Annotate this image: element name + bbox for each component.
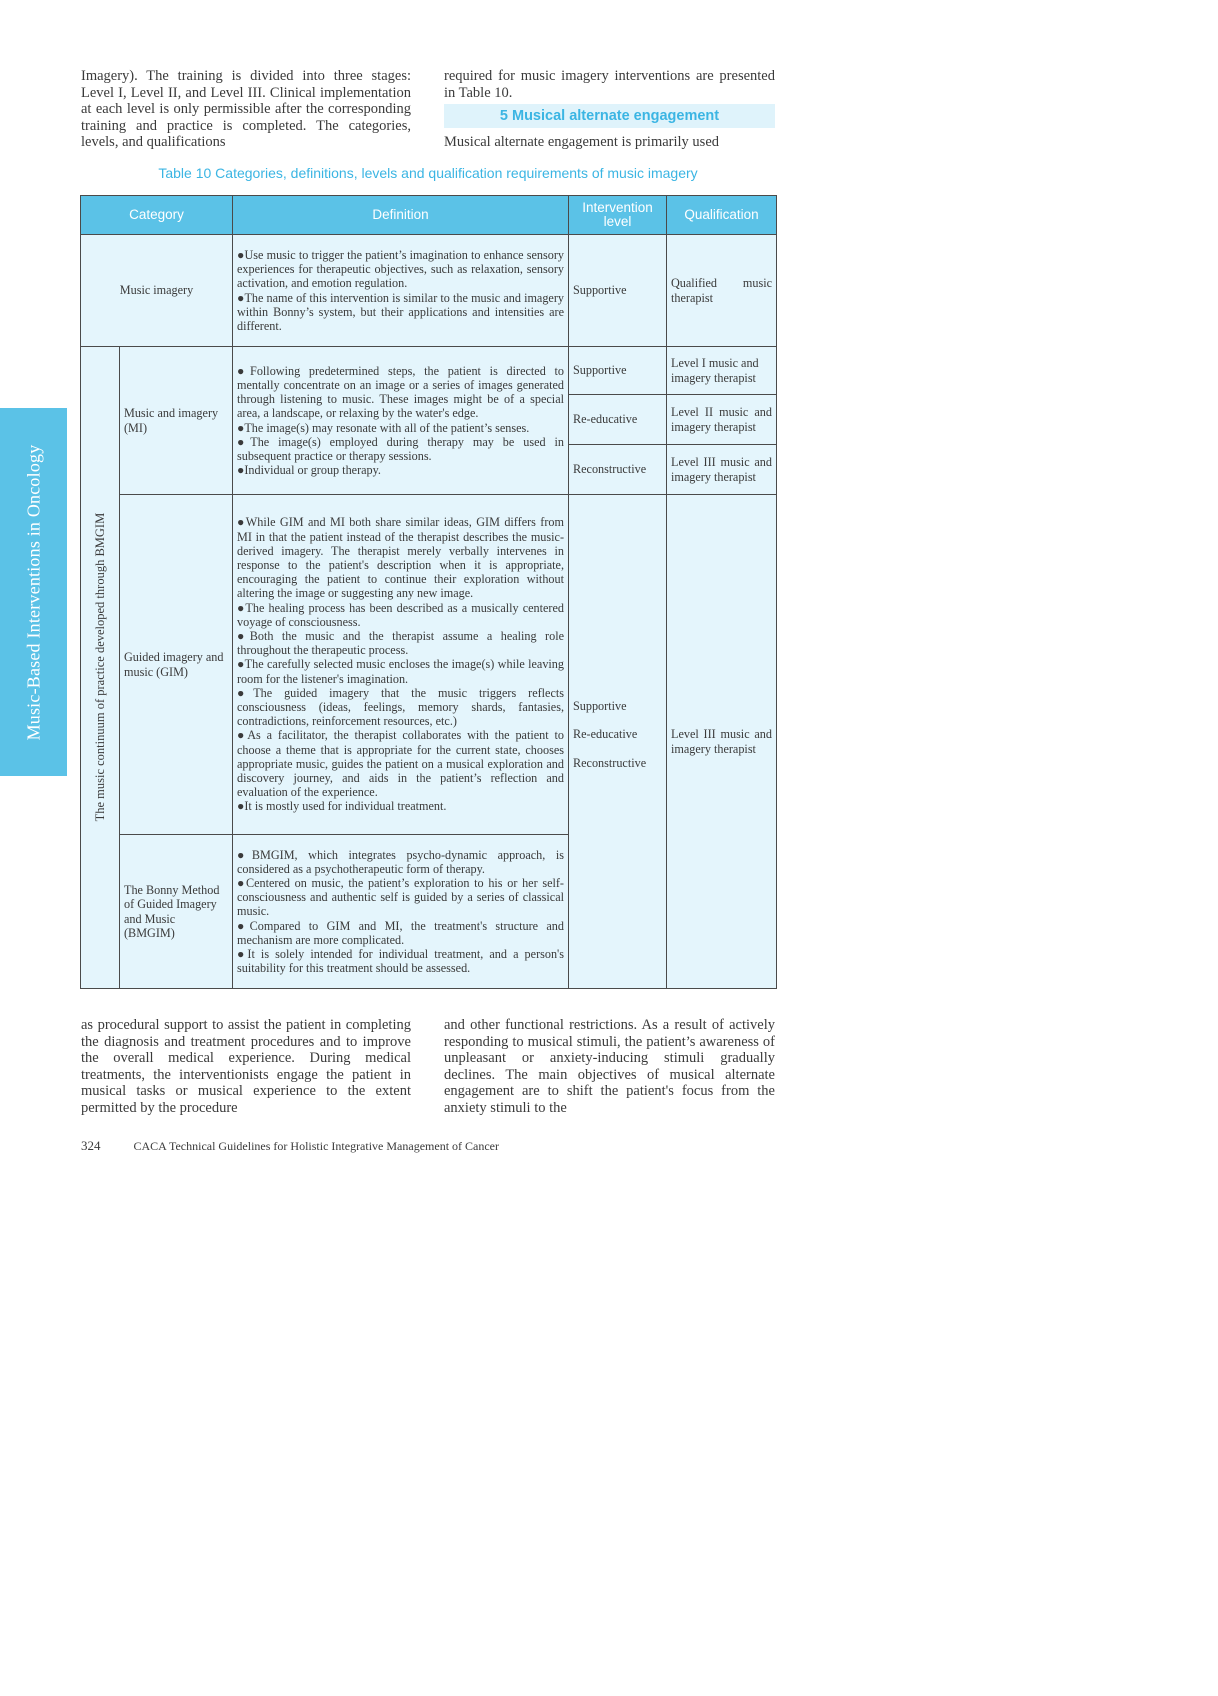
table-row-mi-1	[81, 347, 777, 395]
top-right-text-1: required for music imagery interventions are presented in Table 10.	[444, 68, 775, 101]
category-mi: Music and imagery (MI)	[120, 347, 233, 495]
header-qualification: Qualification	[667, 196, 777, 235]
definition-gim	[233, 495, 569, 835]
definition-bullet: ●The image(s) may resonate with all of the patient’s senses.	[237, 420, 530, 435]
category-music-imagery: Music imagery	[81, 235, 233, 347]
definition-bullet: ●Compared to GIM and MI, the treatment's structure and mechanism are more complicated.	[237, 918, 564, 947]
music-imagery-table	[80, 195, 777, 989]
qualification-gim-bmgim: Level III music and imagery therapist	[667, 495, 777, 989]
qualification-music-imagery: Qualified music therapist	[667, 235, 777, 347]
definition-bullet: ●It is mostly used for individual treatment.	[237, 799, 447, 814]
definition-bullet: ●The name of this intervention is similar to the music and imagery within Bonny’s system, but their applications and intensities are different.	[237, 290, 564, 333]
running-title: CACA Technical Guidelines for Holistic Integrative Management of Cancer	[133, 1139, 499, 1153]
page-footer	[81, 1138, 499, 1154]
header-intervention-level: Intervention level	[569, 196, 667, 235]
definition-bullet: ●Following predetermined steps, the patient is directed to mentally concentrate on an image or a series of images generated through listening to music. These images might be of a special area, a landscape, or relaxing by the water's edge.	[237, 363, 564, 421]
definition-bullet: ●As a facilitator, the therapist collaborates with the patient to choose a theme that is appropriate for the current state, chooses appropriate music, guides the patient on a musical exploration and discovery journey, and aids in the patient’s reflection and evaluation of the experience.	[237, 728, 564, 800]
header-definition: Definition	[233, 196, 569, 235]
definition-bullet: ●The guided imagery that the music triggers reflects consciousness (ideas, feelings, memory shards, fantasies, contradictions, reinforcement resources, etc.)	[237, 685, 564, 729]
top-right-paragraph-2	[444, 134, 775, 151]
side-tab-label: Music-Based Interventions in Oncology	[23, 444, 44, 740]
top-left-text: Imagery). The training is divided into three stages: Level I, Level II, and Level III. Clinical implementation at each level is only permissible after the corresponding training and practice is completed. The categories, levels, and qualifications	[81, 68, 411, 151]
section-heading: 5 Musical alternate engagement	[444, 104, 775, 128]
side-tab	[0, 408, 67, 776]
table-caption: Table 10 Categories, definitions, levels and qualification requirements of music imagery	[158, 165, 698, 181]
definition-bullet: ●Centered on music, the patient’s exploration to his or her self-consciousness and authentic self is guided by a series of classical music.	[237, 875, 564, 919]
bottom-left-text: as procedural support to assist the patient in completing the diagnosis and treatment procedures and to improve the overall medical experience. During medical treatments, the interventionists engage the patient in musical tasks or musical experience to the extent permitted by the procedure	[81, 1017, 411, 1116]
definition-music-imagery	[233, 235, 569, 347]
level-mi-reconstructive: Reconstructive	[569, 445, 667, 495]
definition-mi	[233, 347, 569, 495]
definition-bullet: ●Use music to trigger the patient’s imagination to enhance sensory experiences for therapeutic objectives, such as relaxation, sensory activation, and emotion regulation.	[237, 247, 564, 291]
bottom-right-text: and other functional restrictions. As a result of actively responding to musical stimuli, the patient’s awareness of unpleasant or anxiety-inducing stimuli gradually declines. The main objectives of musical alternate engagement are to shift the patient's focus from the anxiety stimuli to the	[444, 1017, 775, 1116]
table-header-row	[81, 196, 777, 235]
level-music-imagery: Supportive	[569, 235, 667, 347]
qualification-mi-level2: Level II music and imagery therapist	[667, 395, 777, 445]
top-right-text-2: Musical alternate engagement is primarily used	[444, 134, 720, 150]
level-mi-supportive: Supportive	[569, 347, 667, 395]
group-label-bmgim-continuum	[81, 347, 120, 989]
level-supportive: Supportive	[573, 699, 627, 714]
definition-bmgim	[233, 835, 569, 989]
header-category: Category	[81, 196, 233, 235]
level-reeducative: Re-educative	[573, 727, 638, 742]
definition-bullet: ●Individual or group therapy.	[237, 463, 381, 478]
category-gim: Guided imagery and music (GIM)	[120, 495, 233, 835]
qualification-mi-level1: Level I music and imagery therapist	[667, 347, 777, 395]
level-gim-bmgim	[569, 495, 667, 989]
level-mi-reeducative: Re-educative	[569, 395, 667, 445]
bottom-right-paragraph	[444, 1017, 775, 1117]
definition-bullet: ●The healing process has been described as a musically centered voyage of consciousness.	[237, 600, 564, 629]
definition-bullet: ●It is solely intended for individual treatment, and a person's suitability for this treatment should be assessed.	[237, 947, 564, 976]
qualification-mi-level3: Level III music and imagery therapist	[667, 445, 777, 495]
page-number: 324	[81, 1138, 101, 1153]
top-right-paragraph	[444, 68, 775, 101]
group-label-text: The music continuum of practice developed through BMGIM	[92, 513, 107, 822]
table-row-music-imagery	[81, 235, 777, 347]
level-reconstructive: Reconstructive	[573, 755, 647, 770]
definition-bullet: ●Both the music and the therapist assume a healing role throughout the therapeutic process.	[237, 628, 564, 658]
definition-bullet: ●BMGIM, which integrates psycho-dynamic approach, is considered as a psychotherapeutic form of therapy.	[237, 847, 564, 876]
bottom-left-paragraph	[81, 1017, 411, 1117]
top-left-paragraph	[81, 68, 411, 151]
definition-bullet: ●The carefully selected music encloses the image(s) while leaving room for the listener's imagination.	[237, 657, 564, 686]
definition-bullet: ●The image(s) employed during therapy may be used in subsequent practice or therapy sessions.	[237, 434, 564, 463]
definition-bullet: ●While GIM and MI both share similar ideas, GIM differs from MI in that the patient instead of the therapist describes the music-derived imagery. The therapist merely verbally intervenes in response to the patient's description when it is appropriate, encouraging the patient to continue their exploration without altering the image or suggesting any new image.	[237, 515, 564, 601]
table-row-gim	[81, 495, 777, 835]
category-bmgim: The Bonny Method of Guided Imagery and Music (BMGIM)	[120, 835, 233, 989]
